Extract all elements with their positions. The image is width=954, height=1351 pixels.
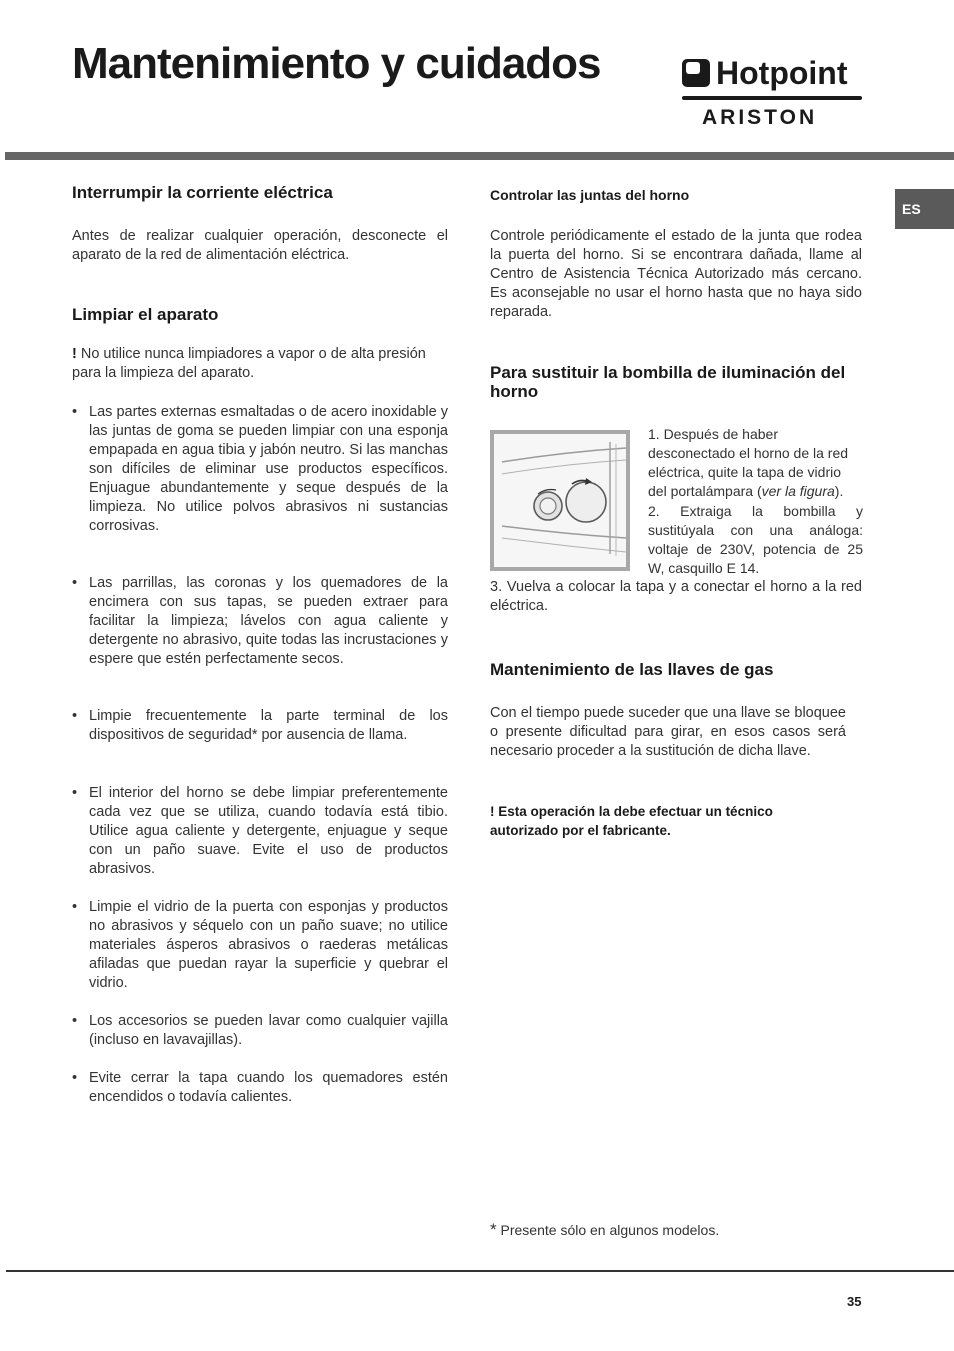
bullet-icon: • [72, 785, 78, 801]
footnote-text: Presente sólo en algunos modelos. [496, 1222, 720, 1238]
bullet-icon: • [72, 575, 78, 591]
warning-mark: ! [72, 346, 77, 362]
bullet-icon: • [72, 404, 78, 420]
list-item [72, 1012, 448, 1050]
brand-logo [682, 56, 864, 132]
ariston-text: ARISTON [702, 106, 818, 129]
bullet-icon: • [72, 1013, 78, 1029]
list-item [72, 784, 448, 879]
bullet-icon: • [72, 708, 78, 724]
list-item-text: Evite cerrar la tapa cuando los quemadores estén encendidos o todavía calientes. [89, 1070, 448, 1105]
list-item-text: Las parrillas, las coronas y los quemadores de la encimera con sus tapas, se pueden extraer para facilitar la limpieza; lávelos con agua caliente y detergente no abrasivo, quite todas las incrustaciones y espere que estén perfectamente secos. [89, 575, 448, 667]
figure-reference: ver la figura [761, 483, 835, 499]
list-item-text: Limpie frecuentemente la parte terminal de los dispositivos de seguridad* por ausencia de llama. [89, 708, 448, 743]
footnote [490, 1220, 719, 1240]
bulb-step-3: 3. Vuelva a colocar la tapa y a conectar el horno a la red eléctrica. [490, 579, 862, 614]
bulb-step-1-text: 1. Después de haber desconectado el horno de la red eléctrica, quite la tapa de vidrio del portalámpara ( [648, 426, 849, 499]
section-heading-gaskets: Controlar las juntas del horno [490, 187, 690, 203]
oven-lamp-illustration [494, 434, 626, 567]
page-number: 35 [847, 1294, 862, 1309]
section-heading-gas-valves: Mantenimiento de las llaves de gas [490, 660, 774, 679]
list-item [72, 403, 448, 536]
page-title: Mantenimiento y cuidados [72, 39, 601, 88]
list-item [72, 574, 448, 669]
bulb-step-1-end: ). [834, 483, 844, 499]
section-text-gaskets: Controle periódicamente el estado de la junta que rodea la puerta del horno. Si se encontrara dañada, llame al Centro de Asistencia Técnica Autorizado más cercano. Es aconsejable no usar el horno hasta que no haya sido reparada. [490, 228, 862, 320]
footer-rule [6, 1270, 954, 1272]
hotpoint-logo-icon [682, 59, 710, 87]
header-rule [5, 152, 954, 160]
list-item [72, 707, 448, 745]
section-heading-power: Interrumpir la corriente eléctrica [72, 183, 333, 202]
list-item [72, 1069, 448, 1107]
footnote-asterisk: * [490, 1220, 497, 1239]
bullet-icon: • [72, 899, 78, 915]
bulb-step-1 [648, 425, 863, 501]
language-tab: ES [895, 189, 954, 229]
section-text-gas-valves: Con el tiempo puede suceder que una llave se bloquee o presente dificultad para girar, en esos casos será necesario proceder a la sustitución de dicha llave. [490, 705, 846, 759]
hotpoint-wordmark [682, 56, 848, 90]
list-item-text: Limpie el vidrio de la puerta con esponjas y productos no abrasivos y séquelo con un paño suave; no utilice materiales ásperos abrasivos o raederas metálicas afiladas que puedan rayar la superficie y quebrar el vidrio. [89, 899, 448, 991]
list-item-text: Las partes externas esmaltadas o de acero inoxidable y las juntas de goma se pueden limpiar con una esponja empapada en agua tibia y jabón neutro. Si las manchas son difíciles de eliminar use productos específicos. Enjuague abundantemente y seque después de la limpieza. No utilice polvos abrasivos ni sustancias corrosivas. [89, 404, 448, 534]
bullet-icon: • [72, 1070, 78, 1086]
section-heading-cleaning: Limpiar el aparato [72, 305, 219, 324]
gas-valves-warning: ! Esta operación la debe efectuar un técnico autorizado por el fabricante. [490, 804, 773, 838]
list-item-text: El interior del horno se debe limpiar preferentemente cada vez que se utiliza, cuando todavía está tibio. Utilice agua caliente y detergente, enjuague y seque con un paño suave. Evite el uso de productos abrasivos. [89, 785, 448, 877]
list-item [72, 898, 448, 993]
lamp-figure [490, 430, 630, 571]
cleaning-warning-text: No utilice nunca limpiadores a vapor o de alta presión para la limpieza del aparato. [72, 346, 426, 381]
hotpoint-text: Hotpoint [716, 55, 848, 91]
section-heading-bulb: Para sustituir la bombilla de iluminación del horno [490, 363, 846, 401]
section-text-power: Antes de realizar cualquier operación, desconecte el aparato de la red de alimentación eléctrica. [72, 228, 448, 263]
list-item-text: Los accesorios se pueden lavar como cualquier vajilla (incluso en lavavajillas). [89, 1013, 448, 1048]
logo-divider [682, 96, 862, 100]
bulb-step-2: 2. Extraiga la bombilla y sustitúyala con una análoga: voltaje de 230V, potencia de 25 W, casquillo E 14. [648, 503, 863, 576]
cleaning-warning [72, 345, 448, 383]
